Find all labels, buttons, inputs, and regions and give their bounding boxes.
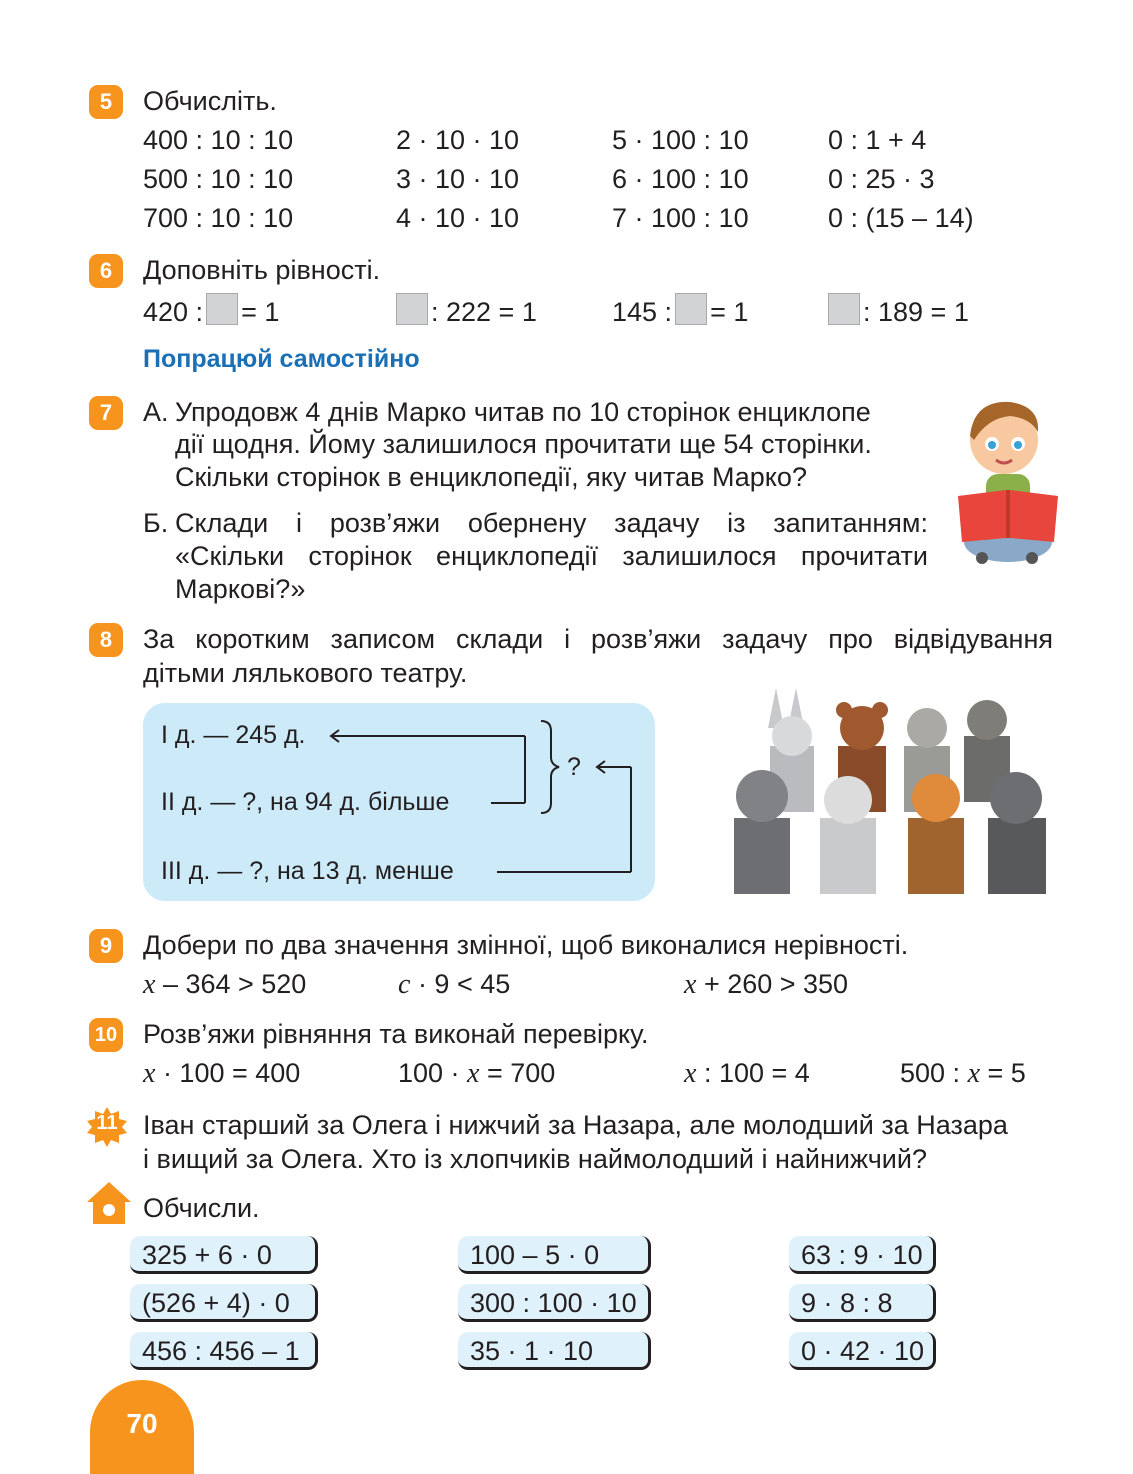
task-text-line: Іван старший за Олега і нижчий за Назара, але молодший за Назара <box>143 1110 1008 1140</box>
blank-box <box>396 293 428 325</box>
expression: 5 · 100 : 10 <box>612 125 749 155</box>
equation-right: : 222 = 1 <box>431 297 537 327</box>
task-number-badge: 10 <box>89 1018 123 1052</box>
expression-card: 35 · 1 · 10 <box>458 1332 651 1370</box>
house-icon <box>87 1182 131 1224</box>
puppets-illustration <box>718 688 1062 898</box>
task-text-line: і вищий за Олега. Хто із хлопчиків наймолодший і найнижчий? <box>143 1144 927 1174</box>
page-number: 70 <box>90 1380 194 1474</box>
equation <box>398 1058 555 1090</box>
equation-post: = 700 <box>479 1058 556 1088</box>
equation <box>393 293 537 328</box>
task-text-line: Скільки сторінок в енциклопедії, яку читав Марко? <box>175 462 807 492</box>
equation-right: = 1 <box>710 297 749 327</box>
equation-pre: 100 · <box>398 1058 468 1088</box>
equation <box>143 1058 300 1090</box>
task-number-badge: 6 <box>89 254 123 288</box>
inequality-rest: · 9 < 45 <box>410 969 511 999</box>
expression: 400 : 10 : 10 <box>143 125 294 155</box>
expression: 7 · 100 : 10 <box>612 203 749 233</box>
record-row-2: ІІ д. — ?, на 94 д. більше <box>161 788 450 816</box>
record-row-3: ІІІ д. — ?, на 13 д. менше <box>161 857 454 885</box>
variable: x <box>143 969 156 1000</box>
equation-left: 420 : <box>143 297 204 327</box>
equation-right: : 189 = 1 <box>863 297 969 327</box>
equation-left: 145 : <box>612 297 673 327</box>
inequality-rest: – 364 > 520 <box>155 969 307 999</box>
expression-card: 0 · 42 · 10 <box>789 1332 936 1370</box>
blank-box <box>206 293 238 325</box>
expression-card: 9 · 8 : 8 <box>789 1284 936 1322</box>
expression-card: 300 : 100 · 10 <box>458 1284 651 1322</box>
task-text-line: «Скільки сторінок енциклопедії залишилося прочитати <box>175 541 928 571</box>
task-text-line: Склади і розв’яжи обернену задачу із запитанням: <box>175 508 928 538</box>
task-number-badge: 7 <box>89 396 123 430</box>
expression: 700 : 10 : 10 <box>143 203 294 233</box>
task-text-line: дітьми лялькового театру. <box>143 658 468 688</box>
part-label: Б. <box>143 508 169 538</box>
task-number-badge: 8 <box>89 623 123 657</box>
boy-reading-illustration <box>952 392 1064 572</box>
task-number-badge: 11 <box>96 1112 118 1134</box>
equation <box>143 293 279 328</box>
variable: x <box>684 1058 697 1089</box>
expression-card: 325 + 6 · 0 <box>130 1236 318 1274</box>
equation <box>825 293 969 328</box>
equation-right: = 1 <box>241 297 280 327</box>
variable: x <box>967 1058 980 1089</box>
inequality-rest: + 260 > 350 <box>696 969 849 999</box>
task-title: Розв’яжи рівняння та виконай перевірку. <box>143 1019 649 1049</box>
short-record-diagram <box>143 703 655 901</box>
equation-post: = 5 <box>980 1058 1026 1088</box>
task-number-badge: 5 <box>89 85 123 119</box>
part-label: А. <box>143 397 169 427</box>
inequality <box>398 969 510 1001</box>
task-text-line: Маркові?» <box>175 574 306 604</box>
task-title: Обчисли. <box>143 1193 260 1223</box>
expression: 0 : 25 · 3 <box>828 164 935 194</box>
expression-card: 63 : 9 · 10 <box>789 1236 936 1274</box>
expression: 4 · 10 · 10 <box>396 203 520 233</box>
equation-post: : 100 = 4 <box>696 1058 810 1088</box>
equation <box>684 1058 810 1090</box>
task-number-badge: 9 <box>89 929 123 963</box>
question-mark: ? <box>567 753 581 781</box>
inequality <box>143 969 306 1001</box>
task-text-line: дії щодня. Йому залишилося прочитати ще 54 сторінки. <box>175 429 872 459</box>
equation-post: · 100 = 400 <box>155 1058 301 1088</box>
expression: 2 · 10 · 10 <box>396 125 520 155</box>
variable: x <box>467 1058 480 1089</box>
expression: 3 · 10 · 10 <box>396 164 520 194</box>
equation <box>612 293 748 328</box>
expression-card: (526 + 4) · 0 <box>130 1284 318 1322</box>
task-text-line: Упродовж 4 днів Марко читав по 10 сторінок енциклопе <box>175 397 871 427</box>
expression-card: 456 : 456 – 1 <box>130 1332 318 1370</box>
blank-box <box>675 293 707 325</box>
blank-box <box>828 293 860 325</box>
task-title: Обчисліть. <box>143 86 277 116</box>
expression: 6 · 100 : 10 <box>612 164 749 194</box>
expression: 0 : (15 – 14) <box>828 203 974 233</box>
section-heading: Попрацюй самостійно <box>143 345 420 373</box>
equation-pre: 500 : <box>900 1058 968 1088</box>
task-title: Добери по два значення змінної, щоб виконалися нерівності. <box>143 930 909 960</box>
task-title: Доповніть рівності. <box>143 255 381 285</box>
variable: x <box>684 969 697 1000</box>
expression-card: 100 – 5 · 0 <box>458 1236 651 1274</box>
expression: 0 : 1 + 4 <box>828 125 927 155</box>
equation <box>900 1058 1026 1090</box>
record-row-1: І д. — 245 д. <box>161 721 306 749</box>
inequality <box>684 969 848 1001</box>
variable: x <box>143 1058 156 1089</box>
expression: 500 : 10 : 10 <box>143 164 294 194</box>
variable: c <box>398 969 411 1000</box>
task-text-line: За коротким записом склади і розв’яжи задачу про відвідування <box>143 624 1053 654</box>
